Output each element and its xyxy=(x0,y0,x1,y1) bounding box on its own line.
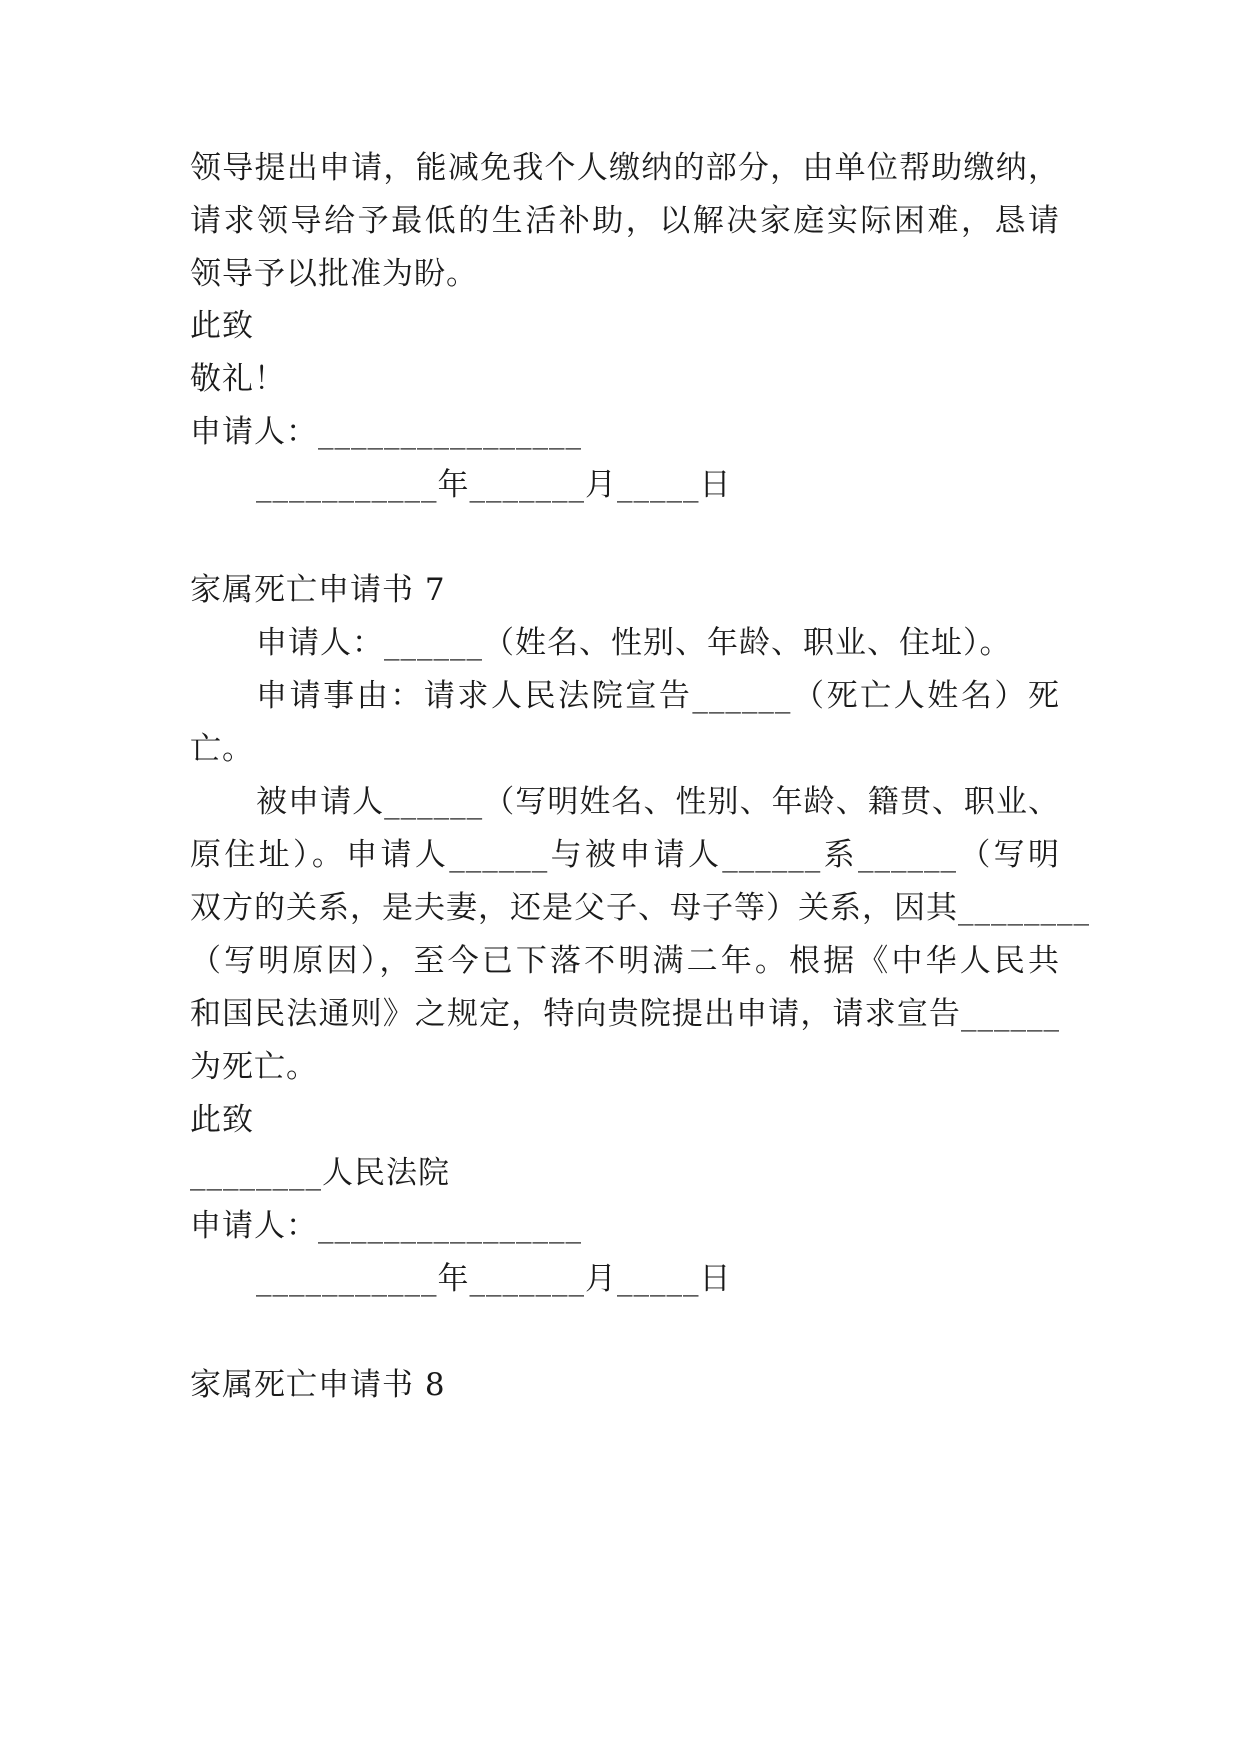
closing-salutation: 此致 xyxy=(190,1102,254,1138)
body-text-line: 领导提出申请，能减免我个人缴纳的部分，由单位帮助缴纳， xyxy=(190,150,1060,186)
respondent-line: 和国民法通则》之规定，特向贵院提出申请，请求宣告______ xyxy=(190,996,1060,1032)
respondent-line: 为死亡。 xyxy=(190,1049,318,1085)
reason-line: 亡。 xyxy=(190,731,254,767)
applicant-signature-line: 申请人：________________ xyxy=(190,414,582,450)
date-line: ___________年_______月_____日 xyxy=(256,467,732,503)
body-text-line: 请求领导给予最低的生活补助，以解决家庭实际困难，恳请 xyxy=(190,203,1060,239)
respondent-line: 原住址）。申请人______与被申请人______系______（写明 xyxy=(190,837,1060,873)
closing-salutation: 此致 xyxy=(190,308,254,344)
section-title: 家属死亡申请书 8 xyxy=(190,1367,446,1403)
applicant-signature-line: 申请人：________________ xyxy=(190,1208,582,1244)
respondent-line: 双方的关系，是夫妻，还是父子、母子等）关系，因其________ xyxy=(190,890,1090,926)
body-text-line: 领导予以批准为盼。 xyxy=(190,256,478,292)
closing-regards: 敬礼！ xyxy=(190,361,286,397)
section-title: 家属死亡申请书 7 xyxy=(190,572,446,608)
court-line: ________人民法院 xyxy=(190,1155,450,1191)
respondent-line: 被申请人______（写明姓名、性别、年龄、籍贯、职业、 xyxy=(256,784,1060,820)
respondent-line: （写明原因），至今已下落不明满二年。根据《中华人民共 xyxy=(190,943,1060,979)
applicant-line: 申请人：______（姓名、性别、年龄、职业、住址）。 xyxy=(256,625,1012,661)
date-line: ___________年_______月_____日 xyxy=(256,1261,732,1297)
reason-line: 申请事由：请求人民法院宣告______（死亡人姓名）死 xyxy=(256,678,1060,714)
